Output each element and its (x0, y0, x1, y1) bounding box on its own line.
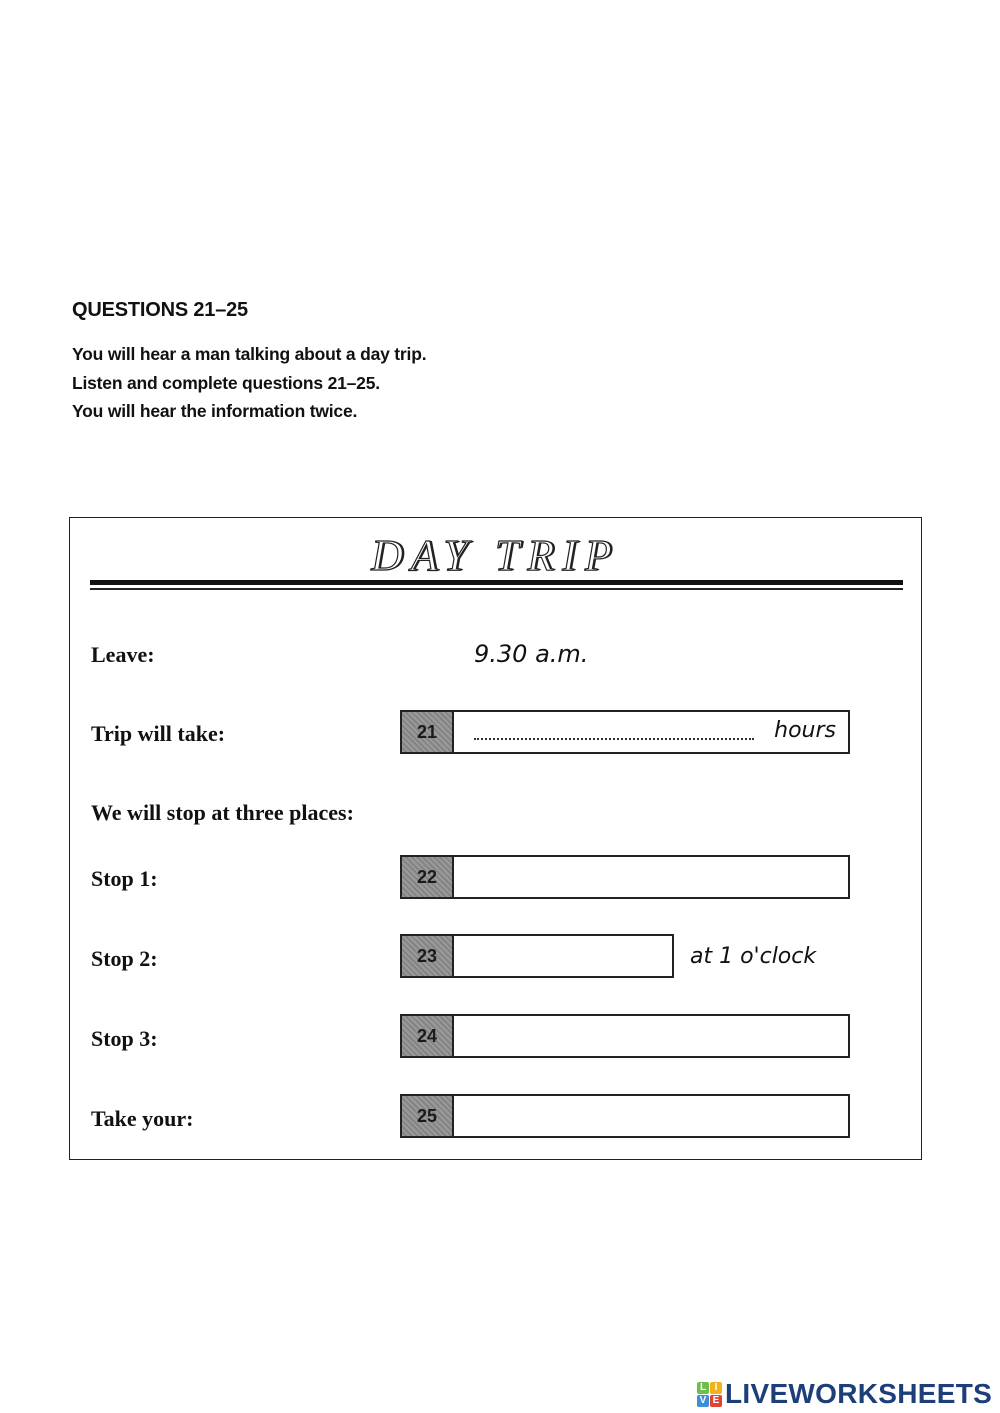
logo-letter-i: I (710, 1382, 722, 1394)
liveworksheets-logo (697, 1378, 992, 1410)
stop2-time-note: at 1 o'clock (690, 944, 817, 969)
live-logo-icon (697, 1382, 722, 1407)
logo-letter-v: V (697, 1395, 709, 1407)
question-number-badge: 22 (402, 857, 454, 897)
leave-label: Leave: (91, 642, 155, 667)
take-label: Take your: (91, 1106, 194, 1131)
day-trip-form (69, 517, 922, 1160)
trip-length-label: Trip will take: (91, 721, 226, 746)
question-number-badge: 24 (402, 1016, 454, 1056)
instructions-block (72, 296, 426, 426)
brand-name: LIVEWORKSHEETS (725, 1378, 993, 1409)
stop1-input[interactable] (454, 857, 848, 897)
stop3-label: Stop 3: (91, 1026, 158, 1051)
hours-suffix: hours (774, 718, 836, 743)
title-divider-thin (90, 588, 903, 590)
questions-heading: QUESTIONS 21–25 (72, 299, 248, 321)
form-title: DAY TRIP (371, 531, 620, 580)
question-number-badge: 21 (402, 712, 454, 752)
stop2-label: Stop 2: (91, 946, 158, 971)
instruction-line: You will hear a man talking about a day trip. (72, 344, 427, 364)
answer-field-24 (400, 1014, 850, 1058)
stop1-label: Stop 1: (91, 866, 158, 891)
answer-field-22 (400, 855, 850, 899)
logo-letter-l: L (697, 1382, 709, 1394)
stop3-input[interactable] (454, 1016, 848, 1056)
answer-field-21 (400, 710, 850, 754)
logo-letter-e: E (710, 1395, 722, 1407)
stops-heading: We will stop at three places: (91, 800, 354, 825)
instruction-line: Listen and complete questions 21–25. (72, 372, 380, 393)
take-input[interactable] (454, 1096, 848, 1136)
question-number-badge: 23 (402, 936, 454, 976)
answer-field-23 (400, 934, 674, 978)
instruction-line: You will hear the information twice. (72, 401, 358, 421)
title-divider (90, 580, 903, 585)
leave-time-value: 9.30 a.m. (474, 640, 589, 668)
question-number-badge: 25 (402, 1096, 454, 1136)
answer-field-25 (400, 1094, 850, 1138)
stop2-input[interactable] (454, 936, 699, 976)
dotted-answer-line (474, 738, 754, 740)
